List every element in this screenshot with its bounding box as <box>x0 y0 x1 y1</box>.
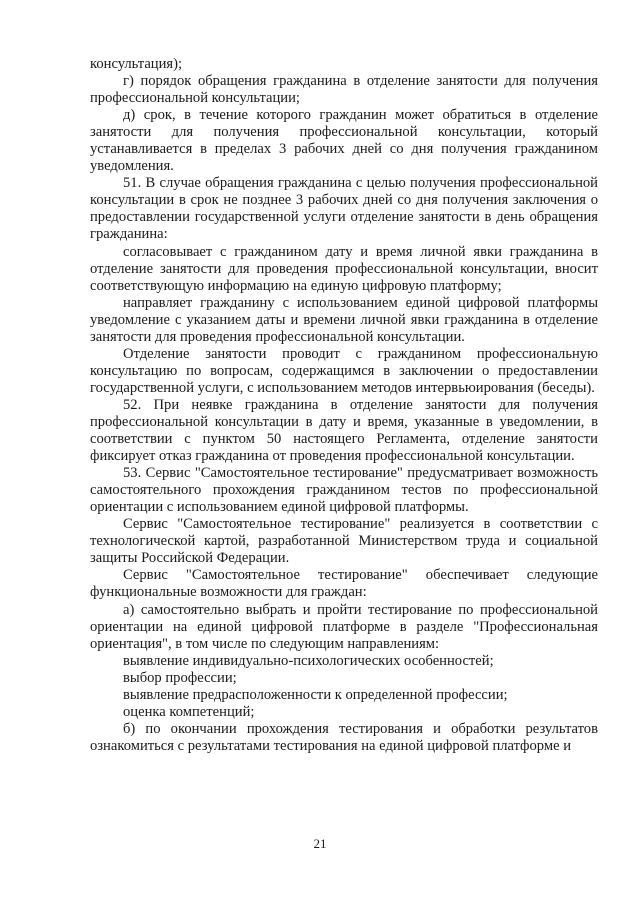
list-item-profession-choice: выбор профессии; <box>123 669 237 686</box>
paragraph-item-g: г) порядок обращения гражданина в отделение занятости для получения профессиональной консультации; <box>90 73 598 107</box>
page-number: 21 <box>313 836 327 851</box>
paragraph-continuation: консультация); <box>90 56 183 72</box>
paragraph-clause-51-notify: направляет гражданину с использованием единой цифровой платформы уведомление с указанием даты и времени личной явки гражданина в отделение занятости для проведения профессиональной консультации. <box>90 294 598 345</box>
paragraph-clause-52: 52. При неявке гражданина в отделение занятости для получения профессиональной консультации в дату и время, указанные в уведомлении, в соответствии с пунктом 50 настоящего Регламента, отделение занятости фиксирует отказ гражданина от проведения профессиональной консультации. <box>90 396 598 465</box>
paragraph-item-b: б) по окончании прохождения тестирования и обработки результатов ознакомиться с результатами тестирования на единой цифровой платформе и <box>90 720 598 754</box>
paragraph-item-a: а) самостоятельно выбрать и пройти тестирование по профессиональной ориентации на единой цифровой платформе в разделе "Профессиональная ориентация", в том числе по следующим направлениям: <box>90 601 598 652</box>
document-body <box>90 56 598 755</box>
paragraph-clause-53: 53. Сервис "Самостоятельное тестирование" предусматривает возможность самостоятельного прохождения гражданином тестов по профессиональной ориентации с использованием единой цифровой платформы. <box>90 465 598 516</box>
paragraph-clause-51-agree: согласовывает с гражданином дату и время личной явки гражданина в отделение занятости для проведения профессиональной консультации, вносит соответствующую информацию на единую цифровую платформу; <box>90 243 598 294</box>
paragraph-consultation: Отделение занятости проводит с гражданином профессиональную консультацию по вопросам, содержащимся в заключении о предоставлении государственной услуги, с использованием методов интервьюирования (беседы). <box>90 345 598 396</box>
paragraph-service-features: Сервис "Самостоятельное тестирование" обеспечивает следующие функциональные возможности для граждан: <box>90 567 598 601</box>
paragraph-item-d: д) срок, в течение которого гражданин может обратиться в отделение занятости для получения профессиональной консультации, который устанавливается в пределах 3 рабочих дней со дня получения гражданином уведомления. <box>90 107 598 175</box>
paragraph-clause-51: 51. В случае обращения гражданина с целью получения профессиональной консультации в срок не позднее 3 рабочих дней со дня получения заключения о предоставлении государственной услуги отделение занятости в день обращения гражданина: <box>90 175 598 243</box>
list-item-competencies: оценка компетенций; <box>123 703 255 720</box>
list-item-psychological: выявление индивидуально-психологических особенностей; <box>123 652 494 669</box>
paragraph-service-implementation: Сервис "Самостоятельное тестирование" реализуется в соответствии с технологической картой, разработанной Министерством труда и социальной защиты Российской Федерации. <box>90 516 598 567</box>
list-item-predisposition: выявление предрасположенности к определенной профессии; <box>123 686 508 703</box>
